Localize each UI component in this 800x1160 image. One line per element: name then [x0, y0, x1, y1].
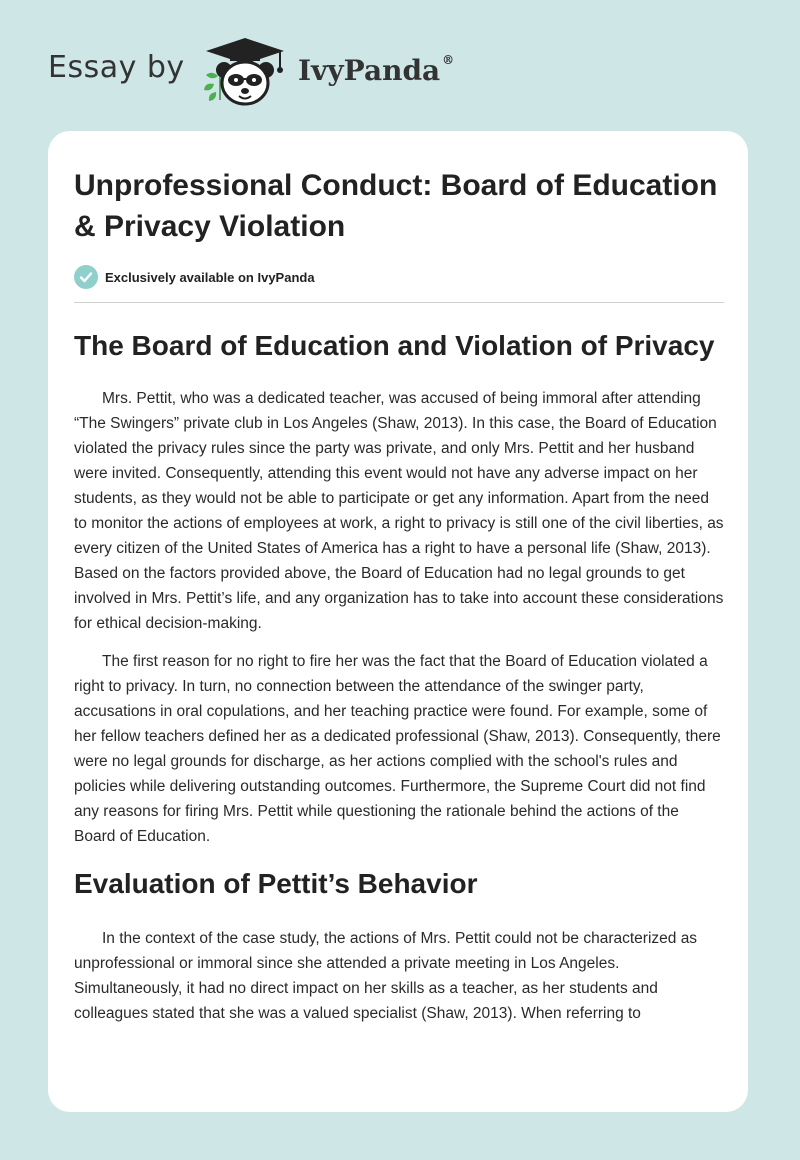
essay-by-label: Essay by	[48, 50, 185, 85]
brand-name[interactable]: IvyPanda ®	[298, 52, 455, 87]
check-circle-icon	[74, 265, 98, 289]
registered-mark: ®	[442, 52, 455, 67]
paragraph: The first reason for no right to fire her was the fact that the Board of Education violated a right to privacy. In turn, no connection between the attendance of the swinger party, accusations in oral copulations, and her teaching practice were found. For example, some of her fellow teachers defined her as a dedicated professional (Shaw, 2013). Consequently, there were no legal grounds for discharge, as her actions complied with the school's rules and policies while delivering outstanding outcomes. Furthermore, the Supreme Court did not find any reasons for firing Mrs. Pettit while questioning the rationale behind the actions of the Board of Education.	[74, 653, 721, 845]
exclusive-badge-label: Exclusively available on IvyPanda	[105, 269, 315, 285]
section-heading: Evaluation of Pettit’s Behavior	[74, 868, 478, 899]
ivy-leaf-icon	[204, 73, 220, 101]
site-header	[48, 34, 508, 110]
page-title: Unprofessional Conduct: Board of Education & Privacy Violation	[74, 169, 718, 243]
exclusive-badge	[74, 264, 724, 290]
paragraph: Mrs. Pettit, who was a dedicated teacher, was accused of being immoral after attending “The Swingers” private club in Los Angeles (Shaw, 2013). In this case, the Board of Education violated the privacy rules since the party was private, and only Mrs. Pettit and her husband were invited. Consequently, attending this event would not have any adverse impact on her students, as they would not be able to participate or get any information. Apart from the need to monitor the actions of employees at work, a right to privacy is still one of the civil liberties, as every citizen of the United States of America has a right to have a personal life (Shaw, 2013). Based on the factors provided above, the Board of Education had no legal grounds to get involved in Mrs. Pettit’s life, and any organization has to take into account these considerations for ethical decision-making.	[74, 390, 724, 632]
section-heading: The Board of Education and Violation of Privacy	[74, 330, 715, 361]
paragraph: In the context of the case study, the actions of Mrs. Pettit could not be characterized as unprofessional or immoral since she attended a private meeting in Los Angeles. Simultaneously, it had no direct impact on her skills as a teacher, as her students and colleagues stated that she was a valued specialist (Shaw, 2013). When referring to	[74, 930, 698, 1022]
essay-card	[48, 131, 748, 1112]
panda-graduate-icon[interactable]	[200, 36, 290, 108]
divider	[74, 302, 724, 303]
